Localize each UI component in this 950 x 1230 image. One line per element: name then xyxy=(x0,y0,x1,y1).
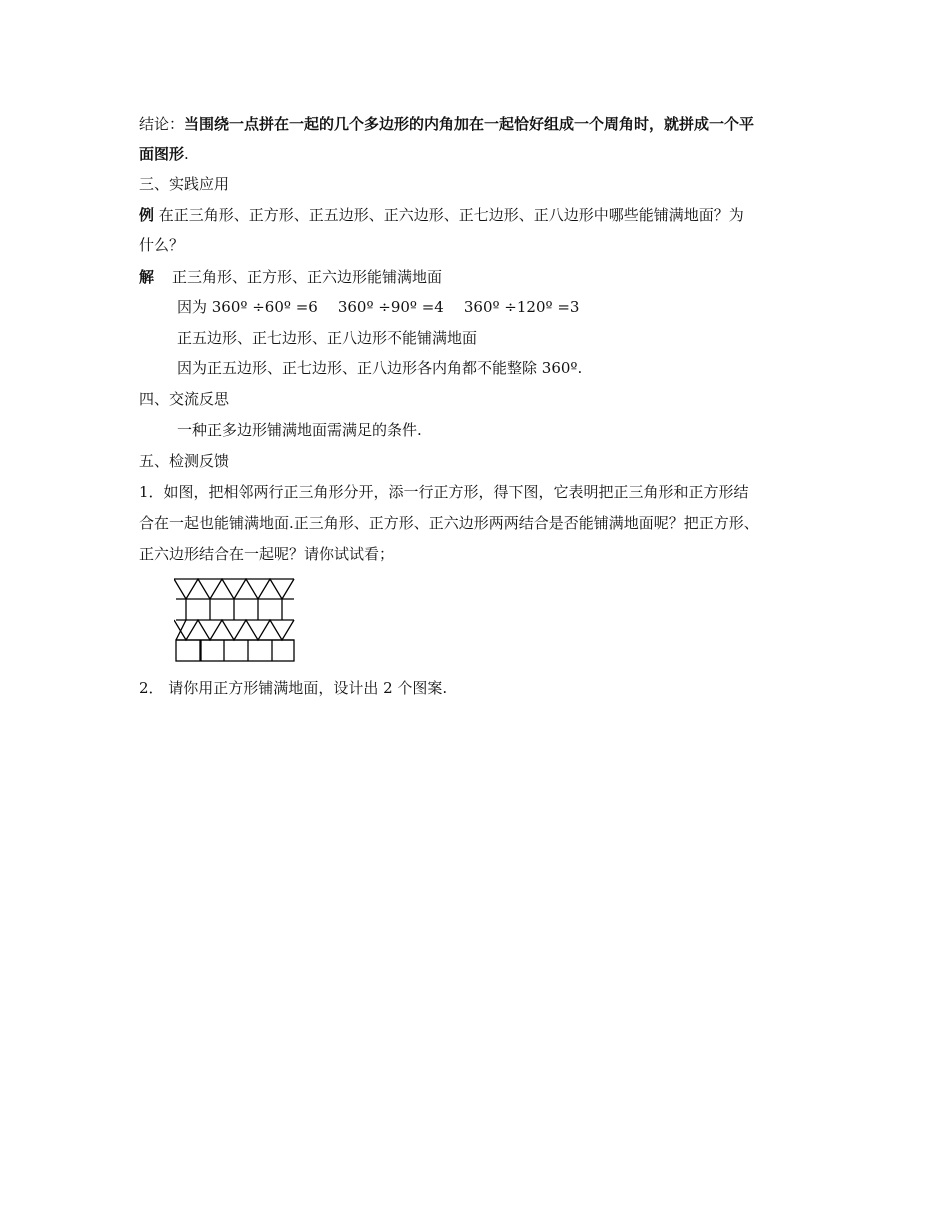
conclusion-line-2 xyxy=(139,144,189,164)
solution-calc-line xyxy=(177,297,579,317)
conclusion-line-1 xyxy=(139,114,754,134)
question-1-line-3: 正六边形结合在一起呢？请你试试看； xyxy=(139,545,395,563)
question-2: 2． 请你用正方形铺满地面，设计出 2 个图案. xyxy=(139,679,448,697)
example-line-2: 什么？ xyxy=(139,236,185,254)
conclusion-text-2: 面图形 xyxy=(139,145,185,163)
example-text-1: 在正三角形、正方形、正五边形、正六边形、正七边形、正八边形中哪些能铺满地面？为 xyxy=(154,206,744,224)
solution-text-1: 正三角形、正方形、正六边形能铺满地面 xyxy=(172,268,443,286)
example-line-1 xyxy=(139,205,744,225)
solution-line-4: 因为正五边形、正七边形、正八边形各内角都不能整除 360º. xyxy=(177,359,583,377)
section-4-text: 一种正多边形铺满地面需满足的条件. xyxy=(177,421,422,439)
solution-line-1 xyxy=(139,267,442,287)
solution-label: 解 xyxy=(139,268,155,286)
section-5-heading: 五、检测反馈 xyxy=(139,452,230,470)
section-3-heading: 三、实践应用 xyxy=(139,175,230,193)
question-1-line-1: 1．如图，把相邻两行正三角形分开，添一行正方形，得下图，它表明把正三角形和正方形结 xyxy=(139,483,749,501)
question-1-line-2: 合在一起也能铺满地面.正三角形、正方形、正六边形两两结合是否能铺满地面呢？把正方形、 xyxy=(139,514,759,532)
triangle-square-tiling-figure xyxy=(174,578,298,664)
calc-3: 360º ÷120º =3 xyxy=(463,298,580,316)
conclusion-text-1: 当围绕一点拼在一起的几个多边形的内角加在一起恰好组成一个周角时，就拼成一个平 xyxy=(184,115,755,133)
conclusion-end: . xyxy=(184,145,189,163)
section-4-heading: 四、交流反思 xyxy=(139,390,230,408)
solution-line-3: 正五边形、正七边形、正八边形不能铺满地面 xyxy=(177,329,478,347)
calc-2: 360º ÷90º =4 xyxy=(337,298,444,316)
conclusion-label: 结论： xyxy=(139,115,185,133)
example-label: 例 xyxy=(139,206,155,224)
calc-1: 因为 360º ÷60º =6 xyxy=(177,298,318,316)
